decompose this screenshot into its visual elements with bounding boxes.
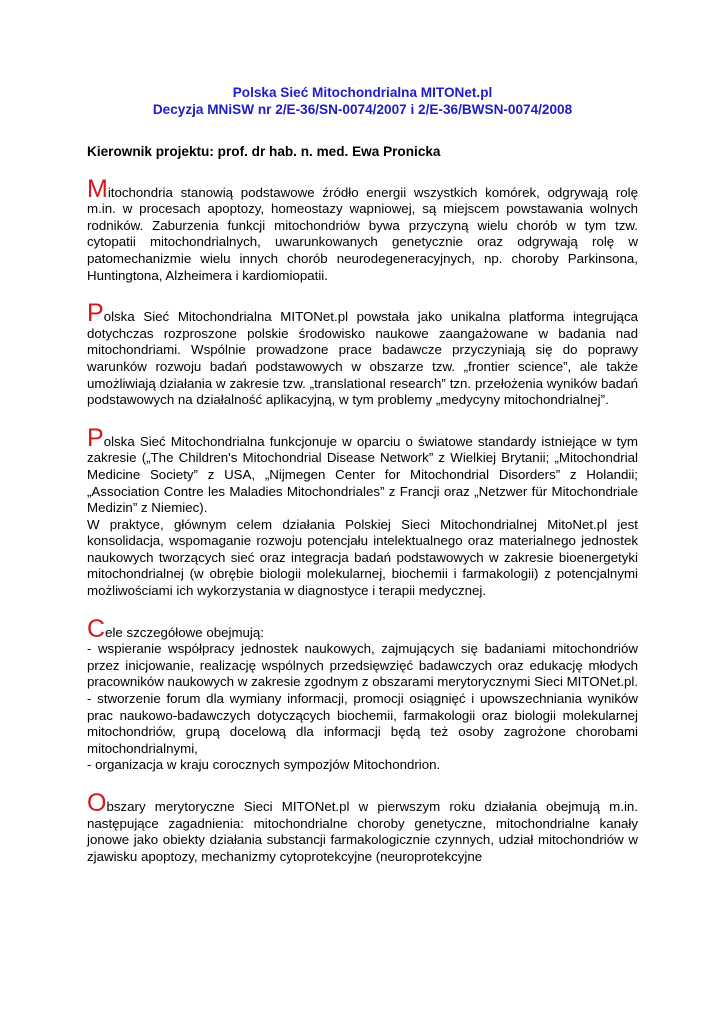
paragraph bbox=[87, 299, 638, 409]
document-title-line2: Decyzja MNiSW nr 2/E-36/SN-0074/2007 i 2/E-36/BWSN-0074/2008 bbox=[152, 102, 573, 117]
paragraph bbox=[87, 614, 638, 643]
paragraph-text: itochondria stanowią podstawowe źródło energii wszystkich komórek, odgrywają rolę m.in. w procesach apoptozy, homeostazy wapniowej, są miejscem powstawania wolnych rodników. Zaburzenia funkcji mitochondriów bywa przyczyną wielu chorób w tym tzw. cytopatii mitochondrialnych, uwarunkowanych genetycznie oraz odgrywają rolę w patomechanizmie wielu innych chorób neurodegeneracyjnych, np. choroby Parkinsona, Huntingtona, Alzheimera i kardiomiopatii. bbox=[87, 184, 638, 283]
paragraph-continuation: W praktyce, głównym celem działania Polskiej Sieci Mitochondrialnej MitoNet.pl jest konsolidacja, wspomaganie rozwoju potencjału intelektualnego oraz materialnego jednostek naukowych tworzących sieć oraz integracja badań podstawowych w zakresie bioenergetyki mitochondrialnej (w obrębie biologii molekularnej, biochemii i farmakologii) z potencjalnymi możliwościami ich wykorzystania w diagnostyce i terapii medycznej. bbox=[87, 516, 638, 599]
section-network-origin bbox=[87, 299, 638, 409]
initial-letter: M bbox=[87, 174, 108, 203]
section-mitochondria bbox=[87, 174, 638, 285]
list-item: - wspieranie współpracy jednostek naukowych, zajmujących się badaniami mitochondriów przez inicjowanie, realizację wspólnych przedsięwzięć badawczych oraz edukację młodych pracowników naukowych w zakresie zgodnym z obszarami merytorycznymi Sieci MITONet.pl. bbox=[87, 641, 639, 690]
section-goals bbox=[87, 614, 639, 774]
paragraph-text: olska Sieć Mitochondrialna MITONet.pl powstała jako unikalna platforma integrująca dotychczas rozproszone polskie środowisko naukowe zaangażowane w badania nad mitochondriami. Wspólnie prowadzone prace badawcze przyczyniają się do poprawy warunków rozwoju badań podstawowych w obszarze tzw. „frontier science”, ale także umożliwiają działania w zakresie tzw. „translational research” tzn. przełożenia wyników badań podstawowych na działalność aplikacyjną, w tym problemy „medycyny mitochondrialnej”. bbox=[87, 309, 638, 408]
initial-letter: O bbox=[87, 789, 107, 817]
initial-letter: P bbox=[87, 299, 104, 328]
paragraph bbox=[87, 789, 638, 865]
section-standards bbox=[87, 423, 638, 600]
list-item: - organizacja w kraju corocznych sympozjów Mitochondrion. bbox=[87, 757, 441, 773]
paragraph-text: olska Sieć Mitochondrialna funkcjonuje w oparciu o światowe standardy istniejące w tym zakresie („The Children's Mitochondrial Disease Network” z Wielkiej Brytanii; „Mitochondrial Medicine Society” z USA, „Nijmegen Center for Mitochondrial Disorders” z Holandii; „Association Contre les Maladies Mitochondriales” z Francji oraz „Netzwer für Mitochondriale Medizin” z Niemiec). bbox=[87, 433, 638, 516]
project-manager: Kierownik projektu: prof. dr hab. n. med. Ewa Pronicka bbox=[87, 144, 441, 159]
initial-letter: C bbox=[87, 614, 106, 643]
paragraph-text: bszary merytoryczne Sieci MITONet.pl w pierwszym roku działania obejmują m.in. następujące zagadnienia: mitochondrialne choroby genetyczne, mitochondrialne kanały jonowe jako obiekty działania substancji farmakologicznie czynnych, udział mitochondriów w zjawisku apoptozy, mechanizmy cytoprotekcyjne (neuroprotekcyjne bbox=[87, 799, 638, 864]
paragraph-text: ele szczegółowe obejmują: bbox=[105, 624, 264, 640]
document-title-line1: Polska Sieć Mitochondrialna MITONet.pl bbox=[232, 85, 493, 100]
list-item: - stworzenie forum dla wymiany informacji, promocji osiągnięć i upowszechniania wyników prac naukowo-badawczych dotyczących biochemii, farmakologii oraz biologii molekularnej mitochondriów, grupą docelową dla informacji będą też osoby zagrożone chorobami mitochondrialnymi, bbox=[87, 691, 638, 756]
initial-letter: P bbox=[87, 423, 104, 452]
section-areas bbox=[87, 789, 638, 865]
paragraph bbox=[87, 423, 638, 517]
paragraph bbox=[87, 174, 638, 285]
